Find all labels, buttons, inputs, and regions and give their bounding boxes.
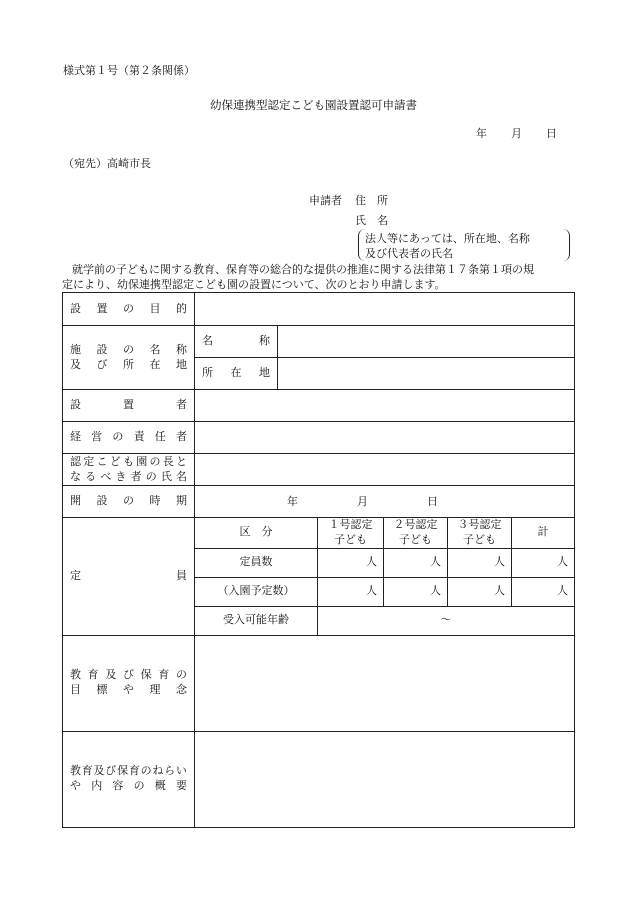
purpose-label: 設 置 の 目 的 <box>63 293 195 326</box>
opening-month: 月 <box>357 494 368 508</box>
goals-label: 教 育 及 び 保 育 の 目 標 や 理 念 <box>63 635 195 731</box>
date-month: 月 <box>511 127 522 140</box>
capacity-row-label: 定員数 <box>195 548 318 577</box>
director-label: 認 定 こ ど も 園 の 長 と な る べ き 者 の 氏 名 <box>63 454 195 486</box>
division-header: 区 分 <box>195 518 318 549</box>
opening-year: 年 <box>287 494 298 508</box>
capacity-type3-cell[interactable]: 人 <box>448 548 512 577</box>
capacity-type1-cell[interactable]: 人 <box>318 548 384 577</box>
planned-type1-cell[interactable]: 人 <box>318 577 384 606</box>
address-label: 住 所 <box>355 194 388 207</box>
facility-location-field[interactable] <box>278 358 575 390</box>
goals-field[interactable] <box>195 635 575 731</box>
manager-field[interactable] <box>195 422 575 454</box>
form-title: 幼保連携型認定こども園設置認可申請書 <box>210 98 417 112</box>
purpose-field[interactable] <box>195 293 575 326</box>
applicant-label: 申請者 <box>309 194 342 207</box>
facility-name-label: 名 称 <box>195 326 278 358</box>
opening-label: 開 設 の 時 期 <box>63 486 195 518</box>
manager-label: 経 営 の 責 任 者 <box>63 422 195 454</box>
total-header: 計 <box>512 518 575 549</box>
ages-range-field[interactable]: ～ <box>318 606 575 635</box>
planned-type3-cell[interactable]: 人 <box>448 577 512 606</box>
planned-total-cell[interactable]: 人 <box>512 577 575 606</box>
date-year: 年 <box>476 127 487 140</box>
date-day: 日 <box>546 127 557 140</box>
facility-location-label: 所 在 地 <box>195 358 278 390</box>
type3-header: ３号認定 子ども <box>448 518 512 549</box>
facility-label: 施 設 の 名 称 及 び 所 在 地 <box>63 326 195 390</box>
director-field[interactable] <box>195 454 575 486</box>
facility-name-field[interactable] <box>278 326 575 358</box>
corp-note-line1: 法人等にあっては、所在地、名称 <box>365 232 530 245</box>
founder-label: 設 置 者 <box>63 390 195 422</box>
name-label: 氏 名 <box>355 214 388 227</box>
body-text-line2: 定により、幼保連携型認定こども園の設置について、次のとおり申請します。 <box>62 278 446 291</box>
body-text-line1: 就学前の子どもに関する教育、保育等の総合的な提供の推進に関する法律第１７条第１項の規 <box>72 263 534 276</box>
founder-field[interactable] <box>195 390 575 422</box>
corp-note-line2: 及び代表者の氏名 <box>365 247 453 260</box>
content-field[interactable] <box>195 731 575 827</box>
planned-type2-cell[interactable]: 人 <box>384 577 448 606</box>
opening-day: 日 <box>427 494 438 508</box>
type2-header: ２号認定 子ども <box>384 518 448 549</box>
application-form-table <box>62 292 575 828</box>
capacity-total-cell[interactable]: 人 <box>512 548 575 577</box>
content-label: 教 育 及 び 保 育 の ね ら い や 内 容 の 概 要 <box>63 731 195 827</box>
ages-row-label: 受入可能年齢 <box>195 606 318 635</box>
capacity-label: 定 員 <box>63 518 195 636</box>
type1-header: １号認定 子ども <box>318 518 384 549</box>
planned-row-label: （入園予定数） <box>195 577 318 606</box>
form-number: 様式第１号（第２条関係） <box>63 64 195 77</box>
opening-date-field[interactable] <box>195 486 575 518</box>
capacity-type2-cell[interactable]: 人 <box>384 548 448 577</box>
addressee: （宛先）高崎市長 <box>63 157 151 170</box>
